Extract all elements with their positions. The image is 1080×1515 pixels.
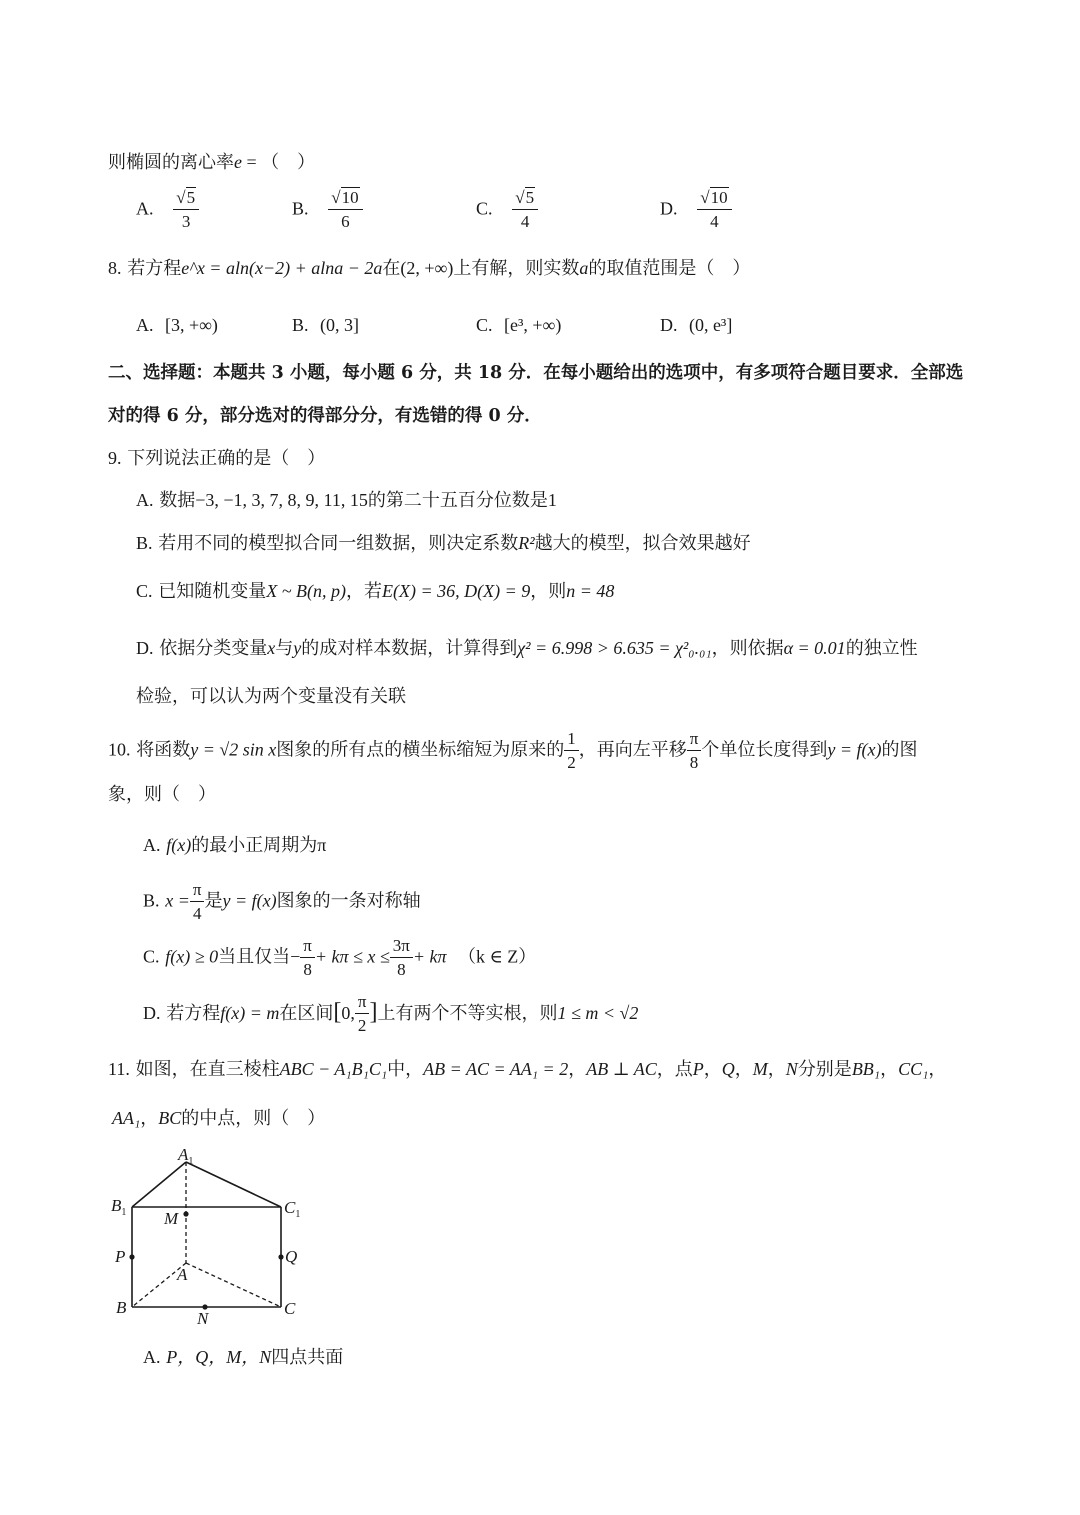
label-c1: $C_1$: [284, 1198, 301, 1220]
label-b: B: [116, 1298, 127, 1317]
label-m: M: [164, 1209, 179, 1228]
label-c: C: [284, 1299, 296, 1318]
q7-option-c: C. $\frac{√5}{4}$: [476, 188, 538, 231]
q9-option-a: A. 数据−3, −1, 3, 7, 8, 9, 11, 15的第二十五百分位数是1: [136, 490, 557, 511]
label-q: Q: [285, 1247, 298, 1266]
q10-option-a: A. f(x)的最小正周期为π: [143, 835, 327, 856]
label-b1: $B_1$: [111, 1196, 127, 1218]
edge-a-c-hidden: [186, 1263, 281, 1307]
label-n: N: [197, 1309, 209, 1328]
q8-option-d: D. (0, e³]: [660, 315, 733, 335]
q7-stem: 则椭圆的离心率e = （ ）: [108, 152, 316, 173]
q9-option-c: C. 已知随机变量X ~ B(n, p)，若E(X) = 36, D(X) = 9，则n = 48: [136, 581, 615, 602]
q8-stem: 8. 若方程e^x = aln(x−2) + alna − 2a在(2, +∞)上有解，则实数a的取值范围是（ ）: [108, 258, 751, 279]
q7-option-d: D. $\frac{√10}{4}$: [660, 188, 732, 231]
q8-option-c: C. [e³, +∞): [476, 315, 562, 335]
q7-option-b: B. $\frac{√10}{6}$: [292, 188, 363, 231]
q10-option-c: C. f(x) ≥ 0当且仅当− $\frac{\pi}{8}$ + kπ ≤ x ≤ $\frac{3\pi}{8}$ + kπ （k ∈ Z）: [143, 936, 537, 979]
edge-a1-c1: [186, 1162, 281, 1207]
section-heading-line-2: 对的得 6 分，部分选对的得部分分，有选错的得 0 分．: [108, 406, 542, 426]
q11-option-a: A. P，Q，M，N四点共面: [143, 1347, 344, 1368]
label-a: A: [177, 1265, 188, 1284]
q10-option-d: D. 若方程f(x) = m在区间[0, $\frac{\pi}{2}$ ]上有两个不等实根，则1 ≤ m < √2: [143, 992, 639, 1035]
edge-b1-a1: [132, 1162, 186, 1207]
point-m: [183, 1211, 188, 1216]
prism-figure: [108, 1145, 318, 1330]
q11-stem-line-2: AA₁，BC的中点，则（ ）: [112, 1108, 326, 1129]
point-p: [129, 1254, 134, 1259]
point-q: [278, 1254, 283, 1259]
label-a1: $A_1$: [178, 1145, 194, 1167]
q10-stem-line-2: 象，则（ ）: [108, 784, 216, 805]
q11-stem: 11. 如图，在直三棱柱ABC − A₁B₁C₁中，AB = AC = AA₁ = 2，AB ⊥ AC，点P，Q，M，N分别是BB₁，CC₁，: [108, 1059, 947, 1080]
q8-option-b: B. (0, 3]: [292, 315, 359, 335]
q8-option-a: A. [3, +∞): [136, 315, 218, 335]
q9-option-b: B. 若用不同的模型拟合同一组数据，则决定系数R²越大的模型，拟合效果越好: [136, 533, 751, 554]
q10-stem: 10. 将函数y = √2 sin x图象的所有点的横坐标缩短为原来的 $\frac{1}{2}$ ，再向左平移 $\frac{\pi}{8}$ 个单位长度得到y = f(x)的图: [108, 729, 918, 772]
q7-option-a: A. $\frac{√5}{3}$: [136, 188, 199, 231]
q9-option-d-line-2: 检验，可以认为两个变量没有关联: [136, 686, 406, 707]
q9-stem: 9. 下列说法正确的是（ ）: [108, 448, 326, 469]
q10-option-b: B. x = $\frac{\pi}{4}$ 是y = f(x)图象的一条对称轴: [143, 880, 421, 923]
q9-option-d: D. 依据分类变量x与y的成对样本数据，计算得到χ² = 6.998 > 6.635 = χ²₀.₀₁，则依据α = 0.01的独立性: [136, 638, 918, 659]
section-heading-line-1: 二、选择题：本题共 3 小题，每小题 6 分，共 18 分．在每小题给出的选项中，有多项符合题目要求．全部选: [108, 363, 964, 383]
label-p: P: [115, 1247, 126, 1266]
